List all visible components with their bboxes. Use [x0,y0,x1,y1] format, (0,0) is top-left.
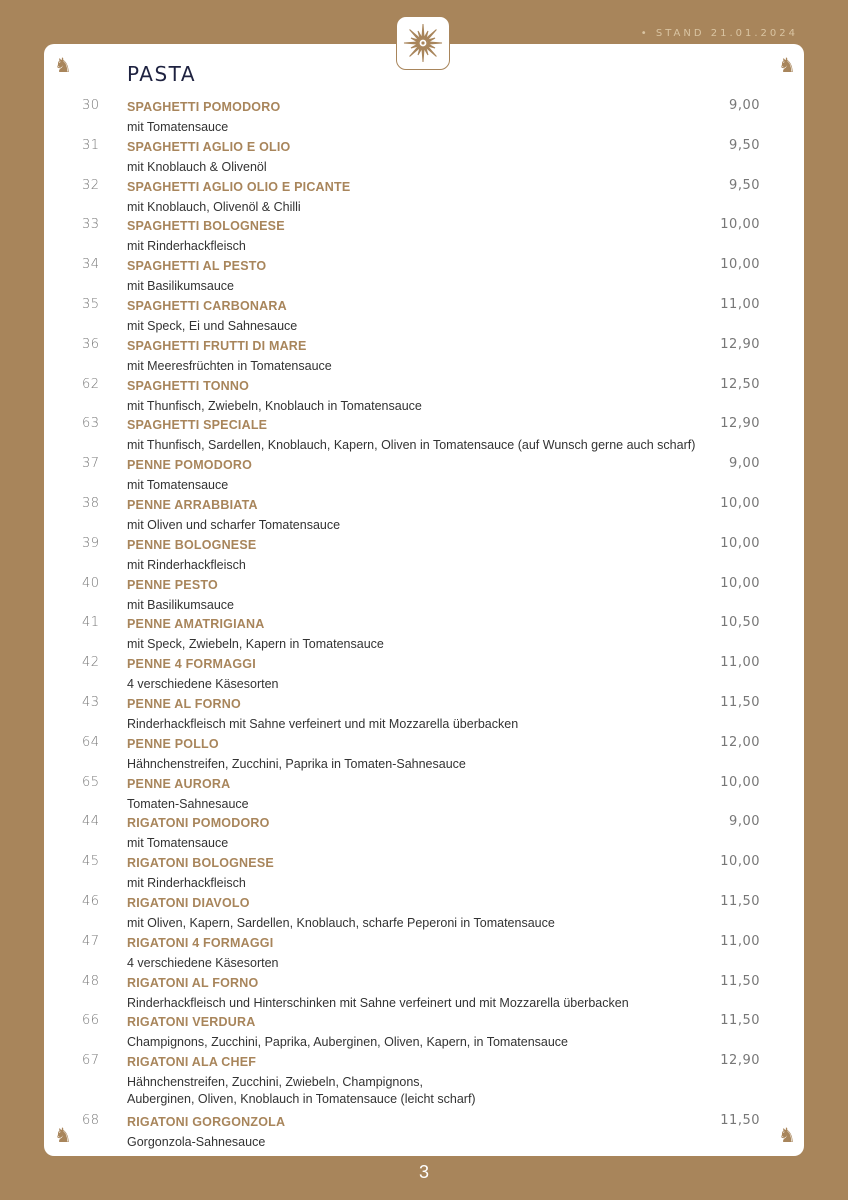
item-description: mit Basilikumsauce [127,279,234,294]
item-number: 62 [82,376,100,392]
item-name: SPAGHETTI SPECIALE [127,418,268,433]
menu-item [0,534,848,574]
item-description: mit Tomatensauce [127,836,229,851]
item-description: mit Meeresfrüchten in Tomatensauce [127,358,332,373]
item-price: 9,50 [729,177,760,193]
item-number: 33 [82,217,100,233]
item-number: 66 [82,1013,100,1029]
item-name: PENNE POLLO [127,736,219,751]
item-price: 11,00 [720,655,760,671]
sunburst-icon [401,21,445,65]
item-number: 37 [82,456,100,472]
item-description: mit Thunfisch, Sardellen, Knoblauch, Kapern, Oliven in Tomatensauce (auf Wunsch gerne auch scharf) [127,438,696,453]
item-number: 67 [82,1053,100,1069]
menu-item [0,574,848,614]
item-description: Champignons, Zucchini, Paprika, Auberginen, Oliven, Kapern, in Tomatensauce [127,1035,568,1050]
item-price: 11,00 [720,933,760,949]
item-description: mit Rinderhackfleisch [127,557,246,572]
page-number: 3 [418,1162,429,1182]
menu-item [0,335,848,375]
menu-item [0,773,848,813]
item-description: mit Oliven und scharfer Tomatensauce [127,517,341,532]
item-name: PENNE PESTO [127,577,218,592]
item-name: SPAGHETTI CARBONARA [127,298,287,313]
item-name: SPAGHETTI TONNO [127,378,249,393]
item-number: 44 [82,814,100,830]
item-price: 12,90 [720,336,760,352]
item-number: 36 [82,336,100,352]
item-description: mit Tomatensauce [127,478,229,493]
item-description: Rinderhackfleisch und Hinterschinken mit Sahne verfeinert und mit Mozzarella überbacken [127,995,629,1010]
item-price: 11,50 [720,973,760,989]
item-number: 30 [82,98,100,113]
item-name: PENNE POMODORO [127,458,253,473]
item-price: 12,90 [720,1053,760,1069]
menu-list [0,96,848,1151]
sunburst-ray [428,42,442,44]
lion-crest-icon: ♞ [778,1123,796,1147]
menu-item [0,733,848,773]
item-number: 42 [82,655,100,671]
item-name: PENNE BOLOGNESE [127,537,257,552]
menu-item [0,653,848,693]
menu-item [0,812,848,852]
menu-item [0,255,848,295]
item-name: RIGATONI GORGONZOLA [127,1114,286,1129]
item-price: 10,00 [720,217,760,233]
item-price: 11,50 [720,694,760,710]
item-number: 38 [82,495,100,511]
item-name: SPAGHETTI AGLIO E OLIO [127,139,291,154]
menu-item [0,414,848,454]
item-number: 64 [82,734,100,750]
item-description: mit Rinderhackfleisch [127,239,246,254]
menu-item [0,1051,848,1111]
item-number: 35 [82,296,100,312]
item-price: 9,00 [729,98,760,113]
menu-item [0,375,848,415]
item-description: 4 verschiedene Käsesorten [127,677,279,692]
item-number: 43 [82,694,100,710]
item-name: RIGATONI 4 FORMAGGI [127,935,274,950]
item-name: PENNE 4 FORMAGGI [127,657,256,672]
item-price: 10,00 [720,535,760,551]
item-name: SPAGHETTI AL PESTO [127,259,267,274]
item-name: PENNE AMATRIGIANA [127,617,265,632]
item-name: RIGATONI ALA CHEF [127,1055,257,1070]
lion-crest-icon: ♞ [54,1123,72,1147]
page-title: PASTA [127,62,197,86]
item-name: PENNE ARRABBIATA [127,497,258,512]
sunburst-ray [404,42,418,44]
stand-date: • STAND 21.01.2024 [640,28,798,39]
item-price: 10,50 [720,615,760,631]
item-number: 47 [82,933,100,949]
item-description: mit Rinderhackfleisch [127,876,246,891]
item-number: 39 [82,535,100,551]
item-description: mit Knoblauch & Olivenöl [127,159,267,174]
item-name: RIGATONI DIAVOLO [127,895,250,910]
item-price: 9,00 [729,814,760,830]
item-number: 32 [82,177,100,193]
menu-item [0,494,848,534]
item-number: 40 [82,575,100,591]
item-price: 12,90 [720,416,760,432]
menu-item [0,693,848,733]
item-description: mit Speck, Ei und Sahnesauce [127,318,298,333]
menu-item [0,613,848,653]
lion-crest-icon: ♞ [778,53,796,77]
item-description-line2: Auberginen, Oliven, Knoblauch in Tomatensauce (leicht scharf) [127,1092,476,1107]
item-description: Hähnchenstreifen, Zucchini, Zwiebeln, Champignons, [127,1075,423,1090]
item-number: 63 [82,416,100,432]
item-price: 12,50 [720,376,760,392]
menu-item [0,136,848,176]
menu-item [0,295,848,335]
item-number: 41 [82,615,100,631]
item-price: 9,50 [729,137,760,153]
sunburst-emblem [396,16,450,70]
item-description: mit Knoblauch, Olivenöl & Chilli [127,199,301,214]
menu-item [0,1011,848,1051]
item-price: 10,00 [720,495,760,511]
item-name: PENNE AURORA [127,776,231,791]
item-price: 11,50 [720,1112,760,1128]
item-description: mit Basilikumsauce [127,597,234,612]
item-name: SPAGHETTI BOLOGNESE [127,219,285,234]
item-name: PENNE AL FORNO [127,696,241,711]
item-number: 68 [82,1112,100,1128]
item-name: SPAGHETTI POMODORO [127,100,281,114]
item-description: Hähnchenstreifen, Zucchini, Paprika in Tomaten-Sahnesauce [127,756,466,771]
item-price: 10,00 [720,774,760,790]
menu-item [0,215,848,255]
item-number: 34 [82,257,100,273]
item-name: RIGATONI BOLOGNESE [127,856,274,871]
item-description: mit Tomatensauce [127,120,229,134]
menu-item [0,972,848,1012]
item-number: 45 [82,854,100,870]
item-price: 11,50 [720,1013,760,1029]
item-number: 48 [82,973,100,989]
item-description: mit Oliven, Kapern, Sardellen, Knoblauch, scharfe Peperoni in Tomatensauce [127,915,555,930]
item-description: mit Speck, Zwiebeln, Kapern in Tomatensauce [127,637,384,652]
item-price: 10,00 [720,854,760,870]
menu-item [0,892,848,932]
item-price: 10,00 [720,575,760,591]
menu-item [0,852,848,892]
item-price: 10,00 [720,257,760,273]
item-name: RIGATONI AL FORNO [127,975,259,990]
menu-item [0,932,848,972]
lion-crest-icon: ♞ [54,53,72,77]
item-price: 11,00 [720,296,760,312]
item-description: Rinderhackfleisch mit Sahne verfeinert und mit Mozzarella überbacken [127,716,519,731]
item-description: Gorgonzola-Sahnesauce [127,1134,266,1149]
item-name: SPAGHETTI FRUTTI DI MARE [127,338,307,353]
menu-item [0,96,848,136]
sunburst-ray [422,48,424,62]
item-price: 9,00 [729,456,760,472]
item-number: 65 [82,774,100,790]
item-name: SPAGHETTI AGLIO OLIO E PICANTE [127,179,351,194]
item-price: 11,50 [720,893,760,909]
menu-item [0,454,848,494]
menu-item [0,1111,848,1151]
item-name: RIGATONI VERDURA [127,1015,256,1030]
item-price: 12,00 [720,734,760,750]
item-number: 31 [82,137,100,153]
item-name: RIGATONI POMODORO [127,816,270,831]
menu-item [0,176,848,216]
item-description: Tomaten-Sahnesauce [127,796,249,811]
sunburst-ray [422,24,424,38]
item-description: mit Thunfisch, Zwiebeln, Knoblauch in Tomatensauce [127,398,422,413]
item-number: 46 [82,893,100,909]
item-description: 4 verschiedene Käsesorten [127,955,279,970]
